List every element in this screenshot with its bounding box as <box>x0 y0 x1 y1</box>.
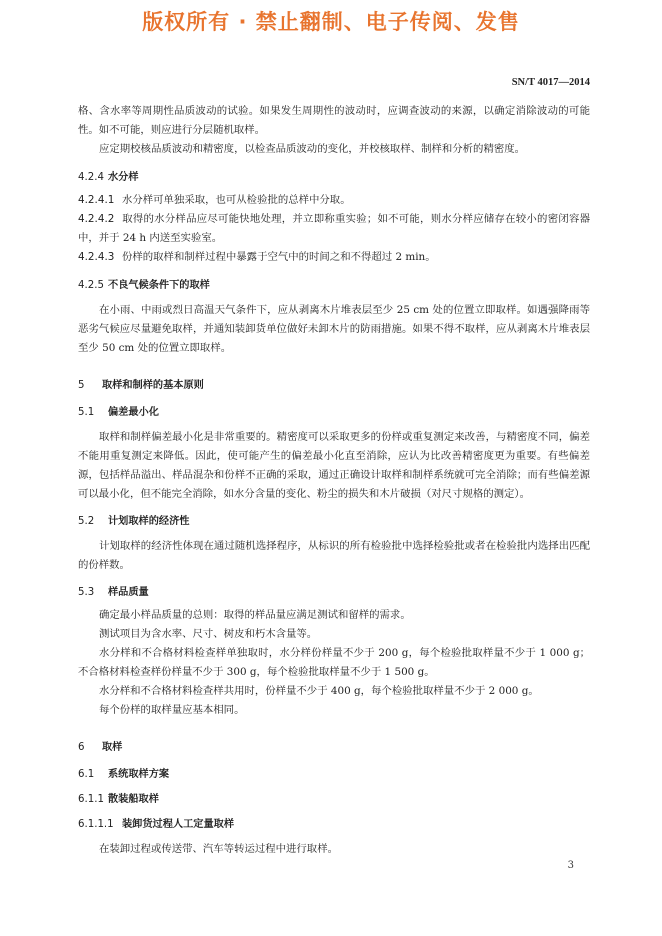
section-number: 6.1.1 <box>78 794 104 805</box>
paragraph: 确定最小样品质量的总则：取得的样品量应满足测试和留样的需求。 <box>99 609 411 621</box>
section-title: 水分样 <box>108 172 139 183</box>
paragraph: 应定期校核品质波动和精密度，以检查品质波动的变化，并校核取样、制样和分析的精密度。 <box>99 143 526 155</box>
section-title: 不良气候条件下的取样 <box>108 280 210 291</box>
section-number: 5.1 <box>78 407 95 418</box>
paragraph: 在装卸过程或传送带、汽车等转运过程中进行取样。 <box>99 843 338 855</box>
section-heading <box>78 583 590 602</box>
section-heading <box>78 512 590 531</box>
clause-number: 4.2.4.1 <box>78 194 115 206</box>
section-number: 5.3 <box>78 587 95 598</box>
section-heading <box>78 168 590 187</box>
section-title: 偏差最小化 <box>108 407 159 418</box>
paragraph: 格、含水率等周期性品质波动的试验。如果发生周期性的波动时，应调查波动的来源，以确定消除波动的可能性。如不可能，则应进行分层随机取样。 <box>78 105 590 136</box>
section-number: 6.1.1.1 <box>78 819 114 830</box>
copyright-watermark: 版权所有 · 禁止翻制、电子传阅、发售 <box>142 10 520 34</box>
standard-code: SN/T 4017—2014 <box>511 77 590 88</box>
page-number: 3 <box>567 860 574 871</box>
paragraph: 水分样和不合格材料检查样单独取时，水分样份样量不少于 200 g，每个检验批取样量不少于 1 000 g；不合格材料检查样份样量不少于 300 g，每个检验批取样量不少于 1 500 g。 <box>78 647 590 678</box>
chapter-heading <box>78 738 590 757</box>
section-title: 散装船取样 <box>108 794 159 805</box>
clause-item <box>78 248 590 267</box>
section-heading <box>78 276 590 295</box>
clause-text: 取得的水分样品应尽可能快地处理，并立即称重实验；如不可能，则水分样应储存在较小的密闭容器中，并于 24 h 内送至实验室。 <box>78 213 590 244</box>
section-title: 装卸货过程人工定量取样 <box>122 819 235 830</box>
section-number: 6.1 <box>78 769 95 780</box>
section-heading <box>78 403 590 422</box>
paragraph: 水分样和不合格材料检查样共用时，份样量不少于 400 g，每个检验批取样量不少于 2 000 g。 <box>99 685 539 697</box>
section-title: 取样和制样的基本原则 <box>102 380 204 391</box>
section-heading <box>78 765 590 784</box>
section-title: 计划取样的经济性 <box>108 516 190 527</box>
clause-text: 份样的取样和制样过程中暴露于空气中的时间之和不得超过 2 min。 <box>122 251 436 263</box>
document-body <box>78 102 590 859</box>
clause-number: 4.2.4.3 <box>78 251 115 263</box>
paragraph: 取样和制样偏差最小化是非常重要的。精密度可以采取更多的份样或重复测定来改善，与精密度不同，偏差不能用重复测定来降低。因此，使可能产生的偏差最小化直至消除，应认为比改善精密度更为重要。有些偏差源，包括样品溢出、样品混杂和份样不正确的采取，通过正确设计取样和制样系统就可完全消除；而有些偏差源可以最小化，但不能完全消除，如水分含量的变化、粉尘的损失和木片破损（对尺寸规格的测定）。 <box>78 431 590 500</box>
section-number: 4.2.5 <box>78 280 104 291</box>
section-title: 系统取样方案 <box>108 769 170 780</box>
chapter-heading <box>78 376 590 395</box>
paragraph: 计划取样的经济性体现在通过随机选择程序，从标识的所有检验批中选择检验批或者在检验批内选择出匹配的份样数。 <box>78 540 590 571</box>
section-title: 样品质量 <box>108 587 149 598</box>
section-heading <box>78 790 590 809</box>
clause-text: 水分样可单独采取，也可从检验批的总样中分取。 <box>122 194 351 206</box>
section-number: 4.2.4 <box>78 172 104 183</box>
paragraph: 每个份样的取样量应基本相同。 <box>99 704 245 716</box>
clause-item <box>78 191 590 210</box>
paragraph: 测试项目为含水率、尺寸、树皮和朽木含量等。 <box>99 628 318 640</box>
section-number: 5.2 <box>78 516 95 527</box>
clause-number: 4.2.4.2 <box>78 213 115 225</box>
section-number: 5 <box>78 380 85 391</box>
section-heading <box>78 815 590 834</box>
section-number: 6 <box>78 742 85 753</box>
paragraph: 在小雨、中雨或烈日高温天气条件下，应从剥离木片堆表层至少 25 cm 处的位置立即取样。如遇强降雨等恶劣气候应尽量避免取样，并通知装卸货单位做好未卸木片的防雨措施。如果不得不取样，应从剥离木片堆表层至少 50 cm 处的位置立即取样。 <box>78 304 590 354</box>
clause-item <box>78 210 590 248</box>
section-title: 取样 <box>102 742 123 753</box>
